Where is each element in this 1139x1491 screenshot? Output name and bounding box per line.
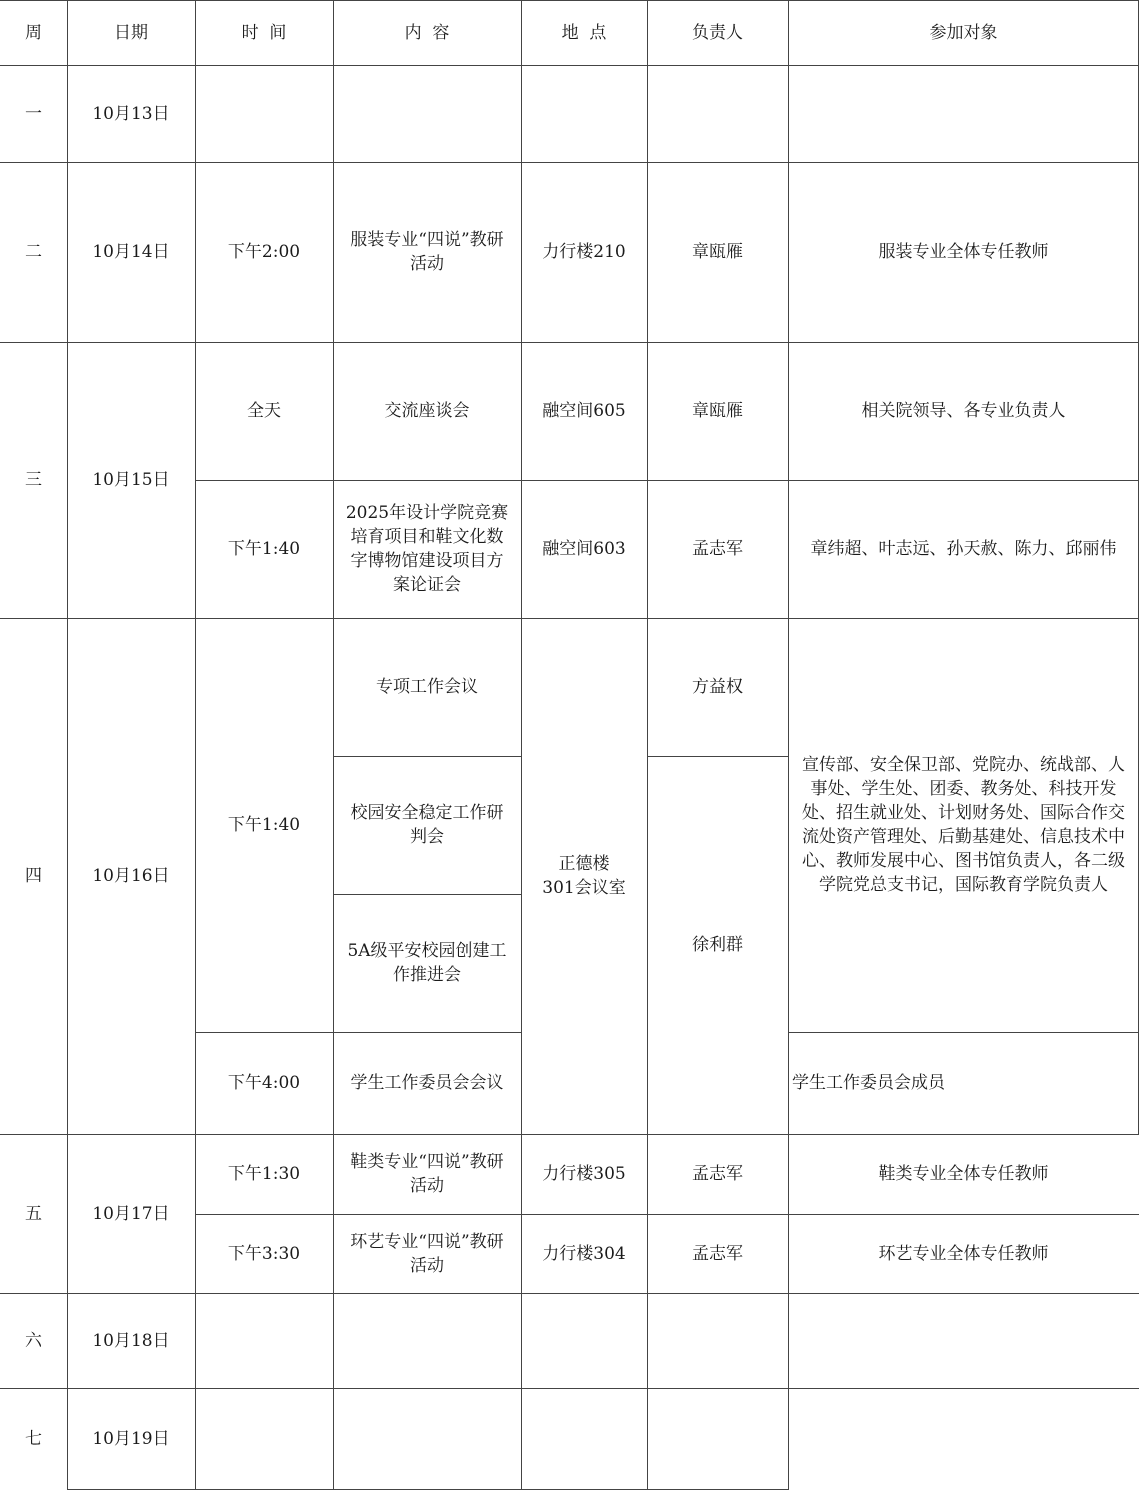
event-content: 学生工作委员会会议 [350, 1073, 504, 1093]
header-date: 日期 [114, 22, 148, 43]
event-content-text: 2025年设计学院竞赛培育项目和鞋文化数字博物馆建设项目方案论证会 [345, 503, 509, 595]
event-time: 下午4:00 [227, 1073, 301, 1093]
event-attendees: 学生工作委员会成员 [792, 1073, 945, 1093]
date-tue: 10月14日 [92, 242, 170, 262]
event-content [333, 1134, 521, 1214]
week-day-sat: 六 [25, 1330, 42, 1351]
event-owner: 方益权 [692, 677, 743, 697]
header-time: 时 间 [241, 22, 287, 43]
event-owner: 孟志军 [692, 1243, 743, 1264]
header-place: 地 点 [561, 22, 607, 43]
date-thu: 10月16日 [92, 866, 170, 886]
event-place: 融空间605 [542, 401, 626, 421]
header-content: 内 容 [404, 22, 450, 43]
event-place: 力行楼305 [542, 1164, 626, 1184]
event-attendees: 鞋类专业全体专任教师 [878, 1164, 1049, 1184]
event-owner: 徐利群 [692, 935, 743, 955]
event-attendees-text: 宣传部、安全保卫部、党院办、统战部、人事处、学生处、团委、教务处、科技开发处、招生就业处、计划财务处、国际合作交流处资产管理处、后勤基建处、信息技术中心、教师发展中心、图书馆负责人，各二级学院党总支书记，国际教育学院负责人 [802, 755, 1125, 895]
week-day-mon: 一 [25, 103, 42, 124]
event-place [521, 618, 647, 1134]
event-time: 全天 [247, 401, 281, 421]
week-day-tue: 二 [25, 242, 42, 262]
event-time: 下午2:00 [227, 242, 301, 262]
event-content [333, 162, 521, 342]
event-attendees: 环艺专业全体专任教师 [878, 1243, 1049, 1264]
event-time: 下午1:40 [227, 539, 301, 559]
event-content-text: 5A级平安校园创建工作推进会 [347, 941, 507, 985]
event-content-text: 校园安全稳定工作研判会 [350, 803, 504, 847]
event-time: 下午3:30 [227, 1243, 301, 1264]
date-mon: 10月13日 [92, 103, 170, 124]
week-day-sun: 七 [25, 1428, 42, 1449]
event-attendees [788, 618, 1139, 1032]
week-day-fri: 五 [25, 1203, 42, 1224]
event-content [333, 480, 521, 618]
header-attendees: 参加对象 [929, 22, 998, 43]
event-attendees: 章纬超、叶志远、孙天赦、陈力、邱丽伟 [810, 539, 1117, 559]
event-time: 下午1:30 [227, 1164, 301, 1184]
date-fri: 10月17日 [92, 1203, 170, 1224]
event-content-text: 环艺专业“四说”教研活动 [350, 1231, 504, 1276]
event-content-text: 鞋类专业“四说”教研活动 [350, 1152, 504, 1196]
event-owner: 孟志军 [692, 539, 743, 559]
event-content [333, 756, 521, 894]
date-sat: 10月18日 [92, 1330, 170, 1351]
event-content-text: 服装专业“四说”教研活动 [350, 230, 504, 274]
date-wed: 10月15日 [92, 470, 170, 490]
event-owner: 章瓯雁 [692, 401, 743, 421]
event-owner: 章瓯雁 [692, 242, 743, 262]
event-place-line: 301会议室 [542, 878, 626, 898]
event-place: 融空间603 [542, 539, 626, 559]
event-time: 下午1:40 [227, 815, 301, 835]
grid-line [67, 1489, 788, 1490]
event-content [333, 1214, 521, 1293]
event-content [333, 894, 521, 1032]
event-content: 交流座谈会 [384, 401, 470, 421]
week-day-thu: 四 [25, 866, 42, 886]
event-owner: 孟志军 [692, 1164, 743, 1184]
event-attendees: 相关院领导、各专业负责人 [861, 401, 1066, 421]
event-content: 专项工作会议 [376, 677, 478, 697]
event-place: 力行楼210 [542, 242, 626, 262]
event-place-line: 正德楼 [558, 854, 610, 874]
header-week: 周 [25, 22, 42, 43]
week-day-wed: 三 [25, 470, 42, 490]
date-sun: 10月19日 [92, 1428, 170, 1449]
event-place: 力行楼304 [542, 1243, 626, 1264]
event-attendees: 服装专业全体专任教师 [878, 242, 1049, 262]
header-owner: 负责人 [692, 22, 743, 43]
